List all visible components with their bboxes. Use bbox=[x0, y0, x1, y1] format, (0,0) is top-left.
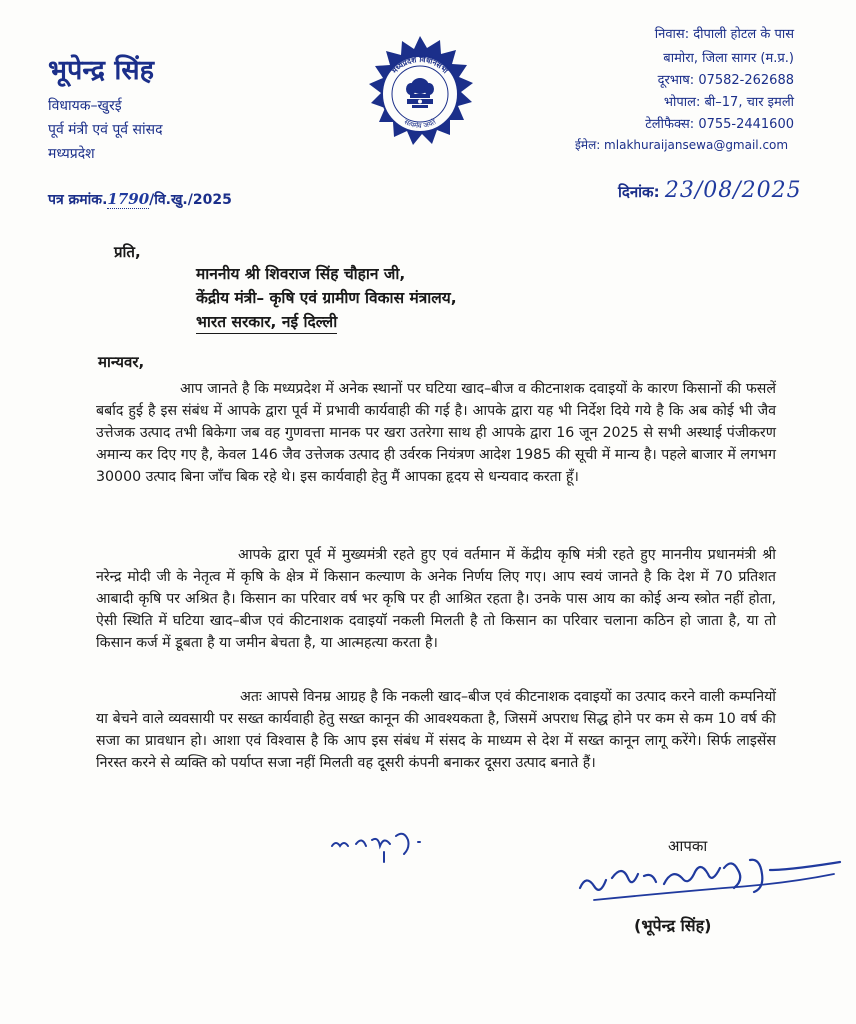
signatory-name: (भूपेन्द्र सिंह) bbox=[634, 916, 712, 935]
addressee-line: माननीय श्री शिवराज सिंह चौहान जी, bbox=[196, 265, 406, 283]
addressee-line: भारत सरकार, नई दिल्ली bbox=[196, 310, 337, 334]
contact-line: बामोरा, जिला सागर (म.प्र.) bbox=[663, 51, 794, 66]
to-label: प्रति, bbox=[114, 243, 141, 261]
paragraph-text: आप जानते है कि मध्यप्रदेश में अनेक स्थानों पर घटिया खाद–बीज व कीटनाशक दवाइयों के कारण किसानों की फसलें बर्बाद हुई है इस संबंध में आपके द्वारा पूर्व में प्रभावी कार्यवाही की गई है। आपके द्वारा यह भी निर्देश दिये गये है कि अब कोई भी जैव उत्तेजक उत्पाद तभी बिकेगा जब वह गुणवत्ता मानक पर खरा उतरेगा साथ ही आपके द्वारा 16 जून 2025 से सभी अस्थाई पंजीकरण अमान्य कर दिए गए है, केवल 146 जैव उत्तेजक उत्पाद ही उर्वरक नियंत्रण आदेश 1985 की सूची में मान्य है। पहले बाजार में लगभग 30000 उत्पाद बिना जाँच बिक रहे थे। इस कार्यवाही हेतु मैं आपका हृदय से धन्यवाद करता हूँ। bbox=[96, 381, 776, 485]
paragraph-text: अतः आपसे विनम्र आग्रह है कि नकली खाद–बीज एवं कीटनाशक दवाइयों का उत्पाद करने वाली कम्पनियों या बेचने वाले व्यवसायी पर सख्त कार्यवाही हेतु सख्त कानून की आवश्यकता है, जिसमें अपराध सिद्ध होने पर कम से कम 10 वर्ष की सजा का प्रावधान हो। आशा एवं विश्वास है कि आप इस संबंध में संसद के माध्यम से देश में सख्त कानून लागू करेंगे। सिर्फ लाइसेंस निरस्त करने से व्यक्ति को पर्याप्त सजा नहीं मिलती वह दूसरी कंपनी बनाकर दूसरा उत्पाद बनाते हैं। bbox=[96, 689, 776, 771]
letter-date bbox=[618, 178, 802, 203]
closing-yours: आपका bbox=[668, 837, 708, 855]
designation-line: मध्यप्रदेश bbox=[48, 146, 95, 162]
contact-line: निवास: दीपाली होटल के पास bbox=[654, 27, 794, 42]
contact-line: टेलीफैक्स: 0755-2441600 bbox=[645, 117, 794, 132]
initials-scribble-icon bbox=[326, 822, 436, 872]
sender-name: भूपेन्द्र सिंह bbox=[48, 55, 154, 86]
reference-number: पत्र क्रमांक.1790/वि.खु./2025 bbox=[48, 190, 232, 208]
emblem-bottom-text: सत्यमेव जयते bbox=[402, 117, 438, 131]
reference-prefix: पत्र क्रमांक bbox=[48, 192, 103, 208]
contact-line: भोपाल: बी–17, चार इमली bbox=[663, 95, 794, 110]
assembly-emblem-icon bbox=[356, 34, 484, 162]
paragraph-text: आपके द्वारा पूर्व में मुख्यमंत्री रहते हुए एवं वर्तमान में केंद्रीय कृषि मंत्री रहते हुए माननीय प्रधानमंत्री श्री नरेन्द्र मोदी जी के नेतृत्व में कृषि के क्षेत्र में किसान कल्याण के अनेक निर्णय लिए गए। आप स्वयं जानते है कि देश में 70 प्रतिशत आबादी कृषि पर अश्रित है। किसान का परिवार वर्ष भर कृषि पर ही आश्रित रहता है। उनके पास आय का कोई अन्य स्त्रोत नहीं होता, ऐसी स्थिति में घटिया खाद–बीज एवं कीटनाशक दवाइयॉ नकली मिलती है तो किसान का परिवार चलाना कठिन हो जाता है, या तो किसान कर्ज में डूबता है या जमीन बेचता है, या आत्महत्या करता है। bbox=[96, 547, 776, 651]
date-label: दिनांक: bbox=[618, 183, 660, 201]
salutation: मान्यवर, bbox=[98, 353, 145, 371]
email-address: ईमेल: mlakhuraijansewa@gmail.com bbox=[575, 138, 789, 152]
body-paragraph bbox=[96, 544, 776, 654]
body-paragraph bbox=[96, 378, 776, 488]
signature-icon bbox=[574, 848, 844, 918]
reference-suffix: /वि.खु./2025 bbox=[149, 192, 232, 208]
body-paragraph bbox=[96, 686, 776, 774]
date-handwritten-value: 23/08/2025 bbox=[664, 178, 802, 203]
designation-line: पूर्व मंत्री एवं पूर्व सांसद bbox=[48, 122, 163, 138]
addressee-line: केंद्रीय मंत्री– कृषि एवं ग्रामीण विकास मंत्रालय, bbox=[196, 289, 457, 307]
designation-line: विधायक–खुरई bbox=[48, 98, 122, 114]
reference-handwritten-number: 1790 bbox=[107, 190, 150, 208]
emblem-top-text: मध्यप्रदेश विधानसभा bbox=[389, 54, 450, 76]
contact-line: दूरभाष: 07582-262688 bbox=[657, 73, 794, 88]
